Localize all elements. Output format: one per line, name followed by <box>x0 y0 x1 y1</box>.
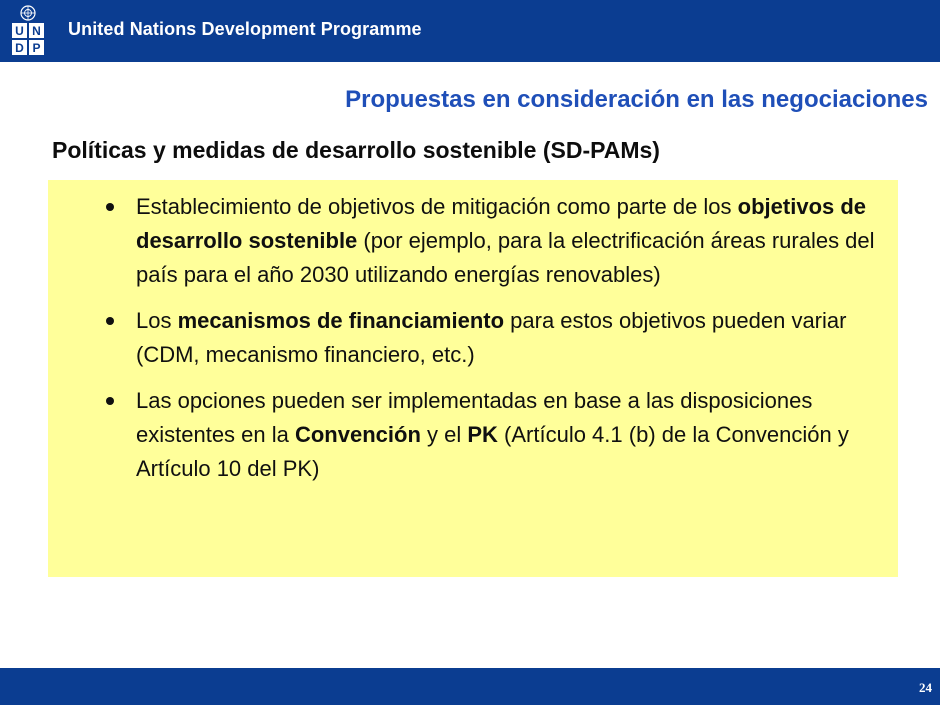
logo-letter-grid <box>12 23 44 55</box>
content-box <box>48 180 898 577</box>
header-bar <box>0 0 940 62</box>
org-name: United Nations Development Programme <box>68 19 422 39</box>
bullet-dot-icon <box>106 203 114 211</box>
footer-bar <box>0 668 940 705</box>
bullet-list <box>48 190 898 498</box>
bullet-text: para estos objetivos pueden variar (CDM, mecanismo financiero, etc.) <box>136 308 847 367</box>
bullet-emphasis: PK <box>467 422 498 447</box>
logo-letter-p: P <box>32 41 41 55</box>
bullet-item <box>48 304 898 372</box>
bullet-emphasis: mecanismos de financiamiento <box>177 308 505 333</box>
bullet-dot-icon <box>106 397 114 405</box>
bullet-text: (Artículo 4.1 (b) de la Convención y Artículo 10 del PK) <box>136 422 849 481</box>
bullet-emphasis: Convención <box>294 422 421 447</box>
page-number: 24 <box>919 680 932 695</box>
undp-logo <box>10 4 46 58</box>
logo-letter-n: N <box>32 24 41 38</box>
slide-title: Propuestas en consideración en las negociaciones <box>345 86 928 113</box>
bullet-item <box>48 190 898 292</box>
bullet-text: Establecimiento de objetivos de mitigación como parte de los <box>136 194 738 219</box>
logo-letter-d: D <box>15 41 24 55</box>
bullet-text: y el <box>420 422 468 447</box>
bullet-item <box>48 384 898 486</box>
un-emblem-icon <box>21 6 35 20</box>
bullet-text: (por ejemplo, para la electrificación áreas rurales del país para el año 2030 utilizando energías renovables) <box>136 228 875 287</box>
bullet-text: Las opciones pueden ser implementadas en base a las disposiciones existentes en la <box>136 388 813 447</box>
bullet-emphasis: objetivos de desarrollo sostenible <box>136 194 867 253</box>
bullet-dot-icon <box>106 317 114 325</box>
logo-letter-u: U <box>15 24 24 38</box>
slide-subtitle: Políticas y medidas de desarrollo sostenible (SD-PAMs) <box>52 137 660 163</box>
bullet-text: Los <box>136 308 178 333</box>
